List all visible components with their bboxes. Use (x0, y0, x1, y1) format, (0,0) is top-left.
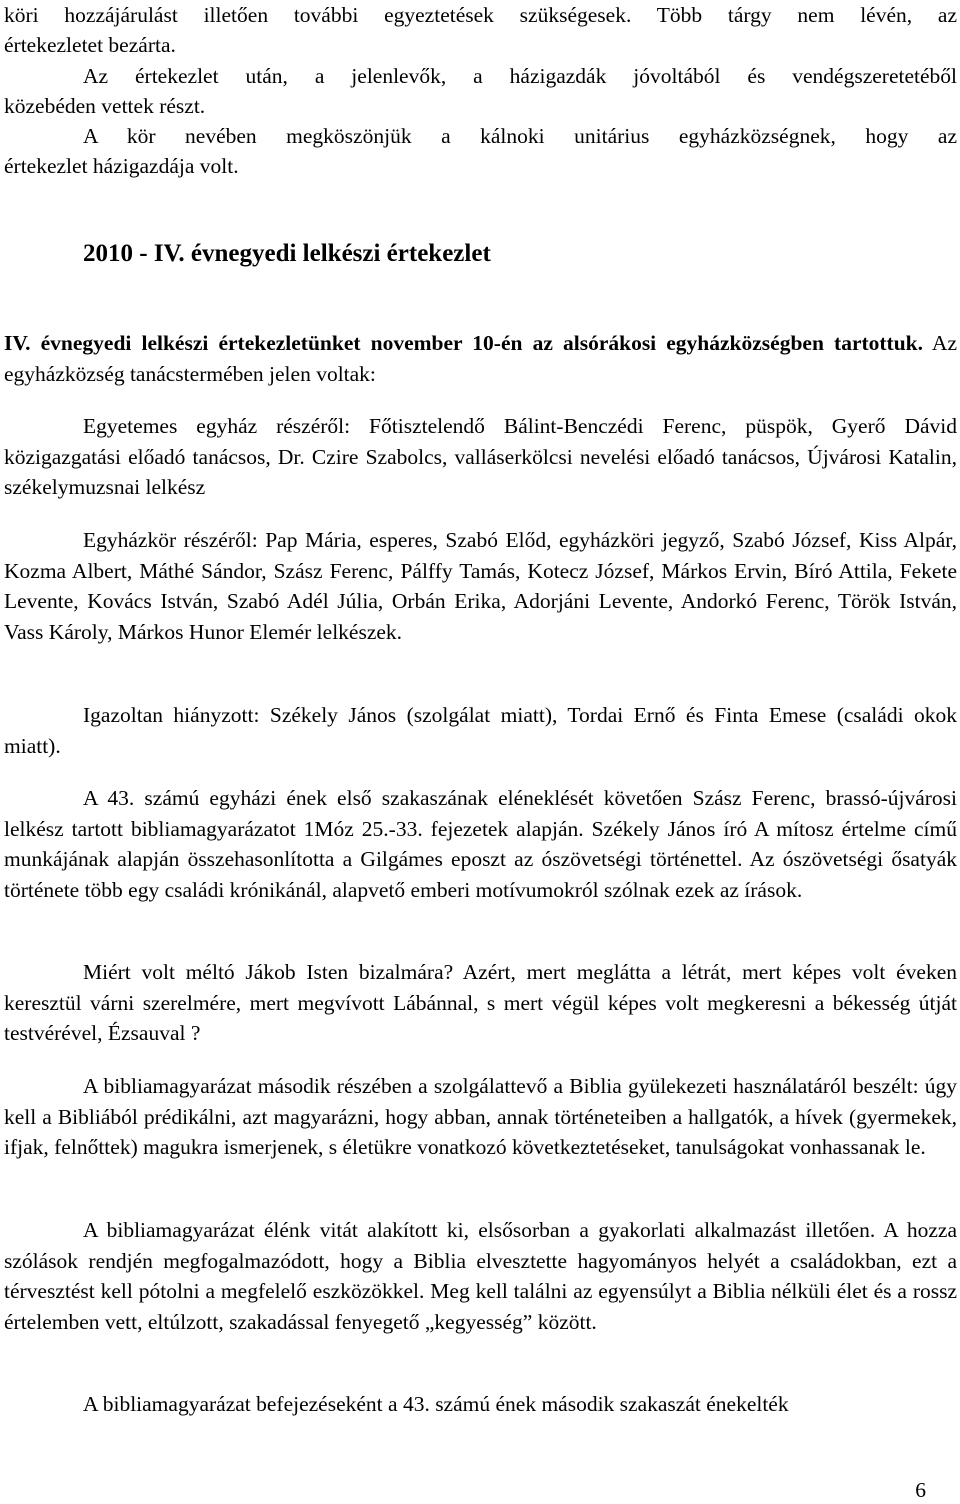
intro-paragraph (4, 328, 957, 389)
text-line: köri hozzájárulást illetően további egyeztetések szükségesek. Több tárgy nem lévén, az (4, 3, 957, 27)
text-line: értekezletet bezárta. (4, 33, 176, 57)
page-number: 6 (915, 1478, 926, 1502)
paragraph-enek: A 43. számú egyházi ének első szakaszának eléneklését követően Szász Ferenc, brassó-újvárosi lelkész tartott bibliamagyarázatot 1Móz 25.-33. fejezetek alapján. Székely János író A mítosz értelme című munkájának alapján összehasonlította a Gilgámes eposzt az ószövetségi történettel. Az ószövetségi ősatyák története több egy családi krónikánál, alapvető emberi motívumokról szólnak ezek az írások. (4, 786, 957, 902)
paragraph-masodik: A bibliamagyarázat második részében a szolgálattevő a Biblia gyülekezeti használatáról beszélt: úgy kell a Bibliából prédikálni, azt magyarázni, hogy abban, annak történeteiben a hallgatók, a hívek (gyermekek, ifjak, felnőttek) magukra ismerjenek, s életükre vonatkozó következtetéseket, tanulságokat vonhassanak le. (4, 1074, 957, 1159)
text-line: Az értekezlet után, a jelenlevők, a házigazdák jóvoltából és vendégszeretetéből (83, 64, 957, 88)
paragraph-befejezes: A bibliamagyarázat befejezéseként a 43. számú ének második szakaszát énekelték (83, 1392, 789, 1416)
paragraph-igazoltan: Igazoltan hiányzott: Székely János (szolgálat miatt), Tordai Ernő és Finta Emese (családi okok miatt). (4, 703, 957, 758)
intro-bold-text: IV. évnegyedi lelkészi értekezletünket november 10-én az alsórákosi egyházközségben tartottuk. (4, 331, 924, 355)
paragraph-jakob: Miért volt méltó Jákob Isten bizalmára? Azért, mert meglátta a létrát, mert képes volt éveken keresztül várni szerelmére, mert megvívott Lábánnal, s mert végül képes volt megkeresni a békesség útját testvérével, Ézsauval ? (4, 960, 957, 1045)
paragraph-egyetemes: Egyetemes egyház részéről: Főtisztelendő Bálint-Benczédi Ferenc, püspök, Gyerő Dávid közigazgatási előadó tanácsos, Dr. Czire Szabolcs, valláserkölcsi nevelési előadó tanácsos, Újvárosi Katalin, székelymuzsnai lelkész (4, 414, 957, 499)
section-title: 2010 - IV. évnegyedi lelkészi értekezlet (83, 240, 491, 267)
text-line: A kör nevében megköszönjük a kálnoki unitárius egyházközségnek, hogy az (83, 124, 957, 148)
text-line: értekezlet házigazdája volt. (4, 154, 239, 178)
paragraph-egyhazkor: Egyházkör részéről: Pap Mária, esperes, Szabó Előd, egyházköri jegyző, Szabó József, Kiss Alpár, Kozma Albert, Máthé Sándor, Szász Ferenc, Pálffy Tamás, Kotecz József, Márkos Ervin, Bíró Attila, Fekete Levente, Kovács István, Szabó Adél Júlia, Orbán Erika, Adorjáni Levente, Andorkó Ferenc, Török István, Vass Károly, Márkos Hunor Elemér lelkészek. (4, 528, 957, 644)
text-line: közebéden vettek részt. (4, 94, 206, 118)
paragraph-vita: A bibliamagyarázat élénk vitát alakított ki, elsősorban a gyakorlati alkalmazást illetően. A hozza szólások rendjén megfogalmazódott, hogy a Biblia elvesztette hagyományos helyét a családokban, ezt a térvesztést kell pótolni a megfelelő eszközökkel. Meg kell találni az egyensúlyt a Biblia nélküli élet és a rossz értelemben vett, eltúlzott, szakadással fenyegető „kegyesség” között. (4, 1218, 957, 1334)
intro-text: Az egyházközség tanácstermében jelen voltak: (4, 331, 958, 386)
